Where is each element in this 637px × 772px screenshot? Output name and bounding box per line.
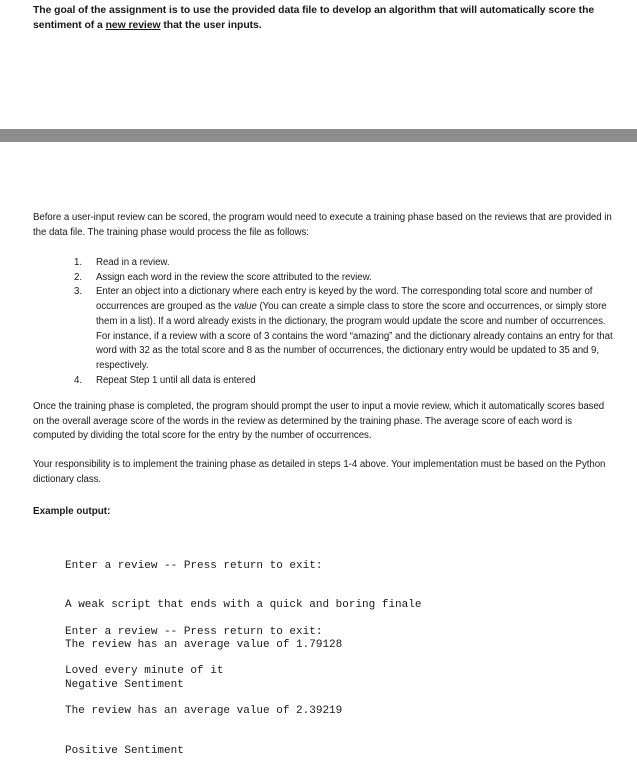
step-number: 3. — [74, 286, 82, 298]
code-line: Loved every minute of it — [65, 665, 224, 678]
step-text: Repeat Step 1 until all data is entered — [96, 374, 256, 386]
code-line: The review has an average value of 1.79128 — [65, 639, 343, 652]
step-number: 2. — [74, 271, 82, 283]
goal-text-end: that the user inputs. — [160, 20, 262, 31]
code-line: The review has an average value of 2.39219 — [65, 705, 343, 718]
step-text-after: (You can create a simple class to store the score and occurrences, or simply store them in a list). If a word already exists in the dictionary, the program would update the score and number of occurrences. For instance, if a review with a score of 3 contains the word “amazing” and the dictionary already contains an entry for that word with 32 as the total score and 8 as the number of occurrences, the dictionary entry would be updated to 35 and 9, respectively. — [96, 301, 613, 371]
code-line: Positive Sentiment — [65, 745, 184, 758]
step-number: 1. — [74, 257, 82, 268]
intro-paragraph: Before a user-input review can be scored, the program would need to execute a training phase based on the reviews that are provided in the data file. The training phase would process the file as follows: — [33, 212, 612, 238]
step-item — [70, 271, 615, 286]
step-text: Read in a review. — [96, 257, 170, 268]
example-output-label: Example output: — [33, 506, 111, 517]
assignment-goal — [33, 3, 613, 33]
goal-text-start: The goal of the assignment is to use the provided data file to develop an algorithm that will automatically score the sentiment of a — [33, 5, 595, 31]
step-number: 4. — [74, 374, 82, 386]
code-line: Enter a review -- Press return to exit: — [65, 625, 323, 638]
step-item — [70, 285, 615, 373]
step-text: Assign each word in the review the score attributed to the review. — [96, 271, 372, 283]
training-steps-list — [70, 256, 615, 388]
code-line: A weak script that ends with a quick and boring finale — [65, 599, 422, 612]
step-text — [96, 286, 613, 371]
section-divider — [0, 129, 637, 142]
step-italic-word: value — [233, 301, 257, 313]
responsibility-paragraph: Your responsibility is to implement the training phase as detailed in steps 1-4 above. Your implementation must be based on the Python dictionary class. — [33, 459, 606, 485]
step-text-before: Enter an object into a dictionary where each entry is keyed by the word. The corresponding total score and number of occurrences are grouped as the — [96, 286, 593, 313]
code-line: Negative Sentiment — [65, 679, 184, 692]
after-training-paragraph: Once the training phase is completed, the program should prompt the user to input a movie review, which it automatically scores based on the overall average score of the words in the review as determined by the training phase. The average score of each word is computed by dividing the total score for the entry by the number of occurrences. — [33, 401, 605, 442]
step-item — [70, 374, 615, 389]
example-output-block — [65, 599, 342, 772]
goal-underlined-text: new review — [105, 20, 161, 31]
code-line: Enter a review -- Press return to exit: — [65, 559, 323, 572]
step-item — [70, 256, 615, 271]
